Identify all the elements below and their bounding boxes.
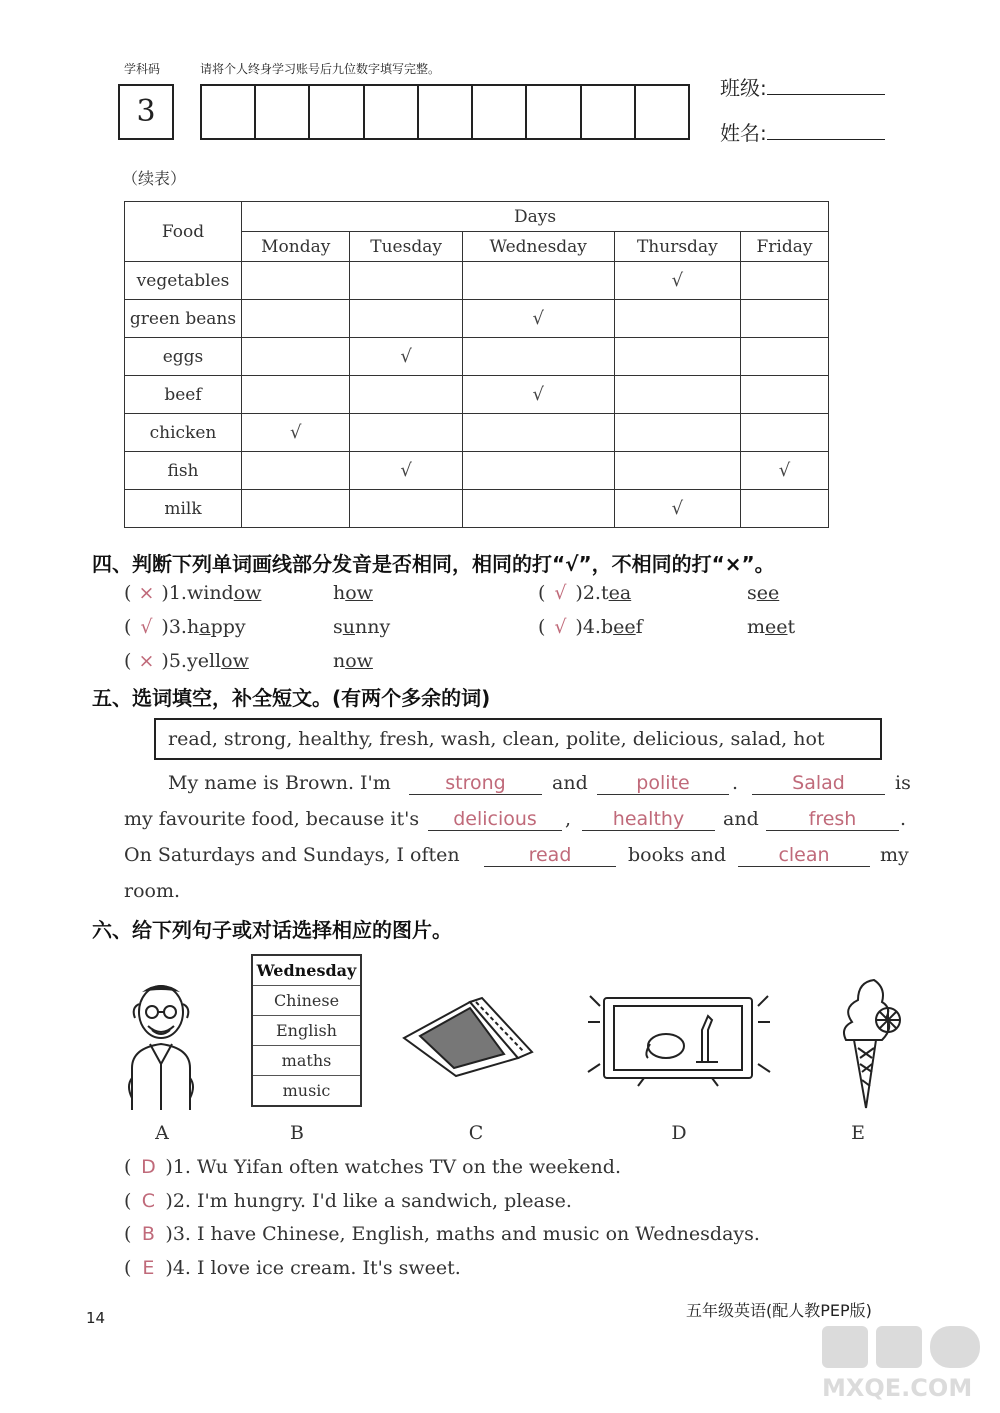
match-answer[interactable]: E: [142, 1256, 155, 1279]
picture-match-item: [124, 1190, 572, 1212]
food-row: [125, 338, 829, 376]
food-day-cell[interactable]: [462, 452, 614, 490]
day-header: Tuesday: [350, 232, 462, 262]
name-field[interactable]: [720, 117, 885, 146]
food-day-cell[interactable]: [462, 300, 614, 338]
check-mark-icon: √: [671, 498, 684, 519]
food-day-cell[interactable]: [614, 490, 740, 528]
passage-text: and: [723, 808, 759, 830]
food-name: green beans: [125, 300, 242, 338]
paren: ): [165, 1189, 173, 1212]
picture-match-item: [124, 1156, 621, 1178]
passage-text: my: [880, 844, 909, 866]
passage-text: is: [895, 772, 911, 794]
item-number: 2.: [582, 582, 601, 604]
underlined-part: ee: [765, 616, 788, 638]
passage-text: and: [552, 772, 588, 794]
paren: (: [124, 650, 132, 672]
check-mark-icon: √: [532, 308, 544, 329]
food-name: beef: [125, 376, 242, 414]
answer-blank[interactable]: healthy: [582, 808, 715, 831]
timetable-day: Wednesday: [256, 961, 357, 980]
word-part: f: [635, 616, 643, 638]
answer-blank[interactable]: clean: [738, 844, 870, 867]
underlined-part: ea: [608, 582, 632, 604]
section5-title: 五、选词填空，补全短文。(有两个多余的词): [92, 686, 491, 710]
word-part: t: [600, 582, 609, 604]
answer-blank[interactable]: Salad: [752, 772, 885, 795]
food-name: milk: [125, 490, 242, 528]
passage-text: room.: [124, 880, 181, 902]
section6-title: 六、给下列句子或对话选择相应的图片。: [92, 918, 452, 942]
food-day-cell[interactable]: [242, 338, 350, 376]
underlined-part: ee: [756, 582, 780, 604]
timetable-subject: music: [253, 1075, 360, 1105]
food-day-cell[interactable]: [350, 300, 462, 338]
picture-match-item: [124, 1223, 760, 1245]
word-part: b: [600, 616, 614, 638]
timetable-picture: [251, 954, 362, 1107]
day-header: Thursday: [614, 232, 740, 262]
picture-label-b: B: [290, 1122, 304, 1144]
item-number: 5.: [168, 650, 187, 672]
food-day-cell[interactable]: [614, 338, 740, 376]
old-man-picture: [122, 982, 200, 1110]
day-header: Friday: [740, 232, 828, 262]
food-day-cell[interactable]: [242, 452, 350, 490]
food-row: [125, 490, 829, 528]
name-blank[interactable]: [767, 121, 885, 140]
food-name: vegetables: [125, 262, 242, 300]
word-part: ppy: [210, 616, 246, 638]
day-header: Monday: [242, 232, 350, 262]
word-part: m: [746, 616, 766, 638]
judgement-answer[interactable]: √: [554, 616, 567, 638]
judgement-answer[interactable]: ×: [138, 582, 155, 604]
match-answer[interactable]: C: [141, 1189, 156, 1212]
passage-text: .: [900, 808, 907, 830]
food-day-cell[interactable]: [242, 262, 350, 300]
pronunciation-item: [538, 616, 795, 638]
match-sentence: 1. Wu Yifan often watches TV on the weekend.: [172, 1156, 621, 1178]
word-part: t: [787, 616, 796, 638]
food-day-cell[interactable]: [740, 376, 828, 414]
subject-code-box: [118, 84, 174, 140]
paren: ): [575, 582, 583, 604]
food-day-cell[interactable]: [614, 300, 740, 338]
paren: ): [165, 1223, 173, 1245]
class-blank[interactable]: [767, 76, 885, 95]
page-number: 14: [86, 1309, 106, 1327]
passage-line-1: [168, 772, 391, 794]
food-day-cell[interactable]: [740, 300, 828, 338]
food-day-cell[interactable]: [614, 262, 740, 300]
paren: ): [575, 616, 583, 638]
food-day-cell[interactable]: [740, 414, 828, 452]
answer-blank[interactable]: read: [484, 844, 616, 867]
match-answer[interactable]: D: [141, 1156, 156, 1178]
match-answer[interactable]: B: [141, 1223, 155, 1245]
word-2: [333, 616, 390, 638]
food-day-cell[interactable]: [242, 376, 350, 414]
paren: ): [165, 1256, 173, 1279]
word-part: h: [186, 616, 200, 638]
digit-box[interactable]: [636, 86, 688, 138]
picture-match-item: [124, 1257, 461, 1279]
word-1: [187, 650, 333, 672]
paren: ): [161, 650, 169, 672]
account-digit-boxes[interactable]: [200, 84, 690, 140]
food-day-cell[interactable]: [350, 376, 462, 414]
answer-blank[interactable]: polite: [597, 772, 729, 795]
section4-title: 四、判断下列单词画线部分发音是否相同，相同的打“√”，不相同的打“×”。: [92, 552, 775, 576]
food-day-cell[interactable]: [614, 376, 740, 414]
digit-box[interactable]: [473, 86, 527, 138]
food-row: [125, 452, 829, 490]
food-row: [125, 414, 829, 452]
word-part: wind: [186, 582, 234, 604]
pronunciation-item: [124, 616, 390, 638]
food-name: eggs: [125, 338, 242, 376]
word-part: yell: [186, 650, 222, 672]
digit-box[interactable]: [527, 86, 581, 138]
answer-blank[interactable]: delicious: [428, 808, 562, 831]
paren: (: [124, 616, 132, 638]
passage-text: ,: [565, 808, 572, 830]
item-number: 4.: [582, 616, 601, 638]
class-label: 班级:: [720, 76, 767, 100]
digit-box[interactable]: [582, 86, 636, 138]
word-bank: read, strong, healthy, fresh, wash, clean, polite, delicious, salad, hot: [154, 718, 882, 760]
class-field[interactable]: [720, 72, 885, 101]
passage-text: my favourite food, because it's: [124, 808, 420, 830]
food-day-cell[interactable]: [462, 376, 614, 414]
check-mark-icon: √: [289, 422, 302, 443]
continued-label: （续表）: [122, 169, 187, 188]
check-mark-icon: √: [532, 384, 544, 405]
paren: ): [165, 1156, 173, 1178]
picture-label-e: E: [851, 1122, 865, 1144]
digit-box[interactable]: [202, 86, 256, 138]
svg-text:MXQE.COM: MXQE.COM: [822, 1374, 973, 1402]
item-number: 3.: [168, 616, 187, 638]
paren: (: [124, 1256, 132, 1279]
picture-label-c: C: [468, 1122, 484, 1144]
underlined-part: ow: [233, 582, 262, 604]
timetable-subject: maths: [253, 1045, 360, 1075]
answer-blank[interactable]: strong: [409, 772, 542, 795]
match-sentence: 4. I love ice cream. It's sweet.: [172, 1256, 461, 1279]
watermark-icon: [820, 1322, 992, 1402]
paren: ): [161, 616, 169, 638]
digit-box[interactable]: [365, 86, 419, 138]
word-2: [333, 650, 373, 672]
digit-box[interactable]: [310, 86, 364, 138]
judgement-answer[interactable]: √: [554, 582, 567, 604]
food-day-cell[interactable]: [350, 452, 462, 490]
check-mark-icon: √: [671, 270, 684, 291]
word-part: nny: [355, 616, 391, 638]
paren: (: [124, 582, 132, 604]
word-part: s: [746, 582, 757, 604]
food-name: chicken: [125, 414, 242, 452]
word-1: [187, 616, 333, 638]
watermark-logo: [820, 1322, 992, 1402]
subject-code-label: 学科码: [124, 62, 161, 76]
ice-cream-picture: [836, 978, 906, 1112]
food-day-cell[interactable]: [614, 414, 740, 452]
food-row: [125, 376, 829, 414]
food-day-cell[interactable]: [462, 338, 614, 376]
word-2: [747, 616, 795, 638]
word-part: n: [332, 650, 346, 672]
subject-code-value: 3: [136, 94, 156, 129]
food-day-cell[interactable]: [462, 490, 614, 528]
picture-label-d: D: [671, 1122, 687, 1144]
food-day-cell[interactable]: [242, 490, 350, 528]
word-2: [747, 582, 779, 604]
judgement-answer[interactable]: ×: [138, 650, 155, 672]
food-day-cell[interactable]: [242, 300, 350, 338]
underlined-part: ee: [613, 616, 636, 638]
pronunciation-item: [538, 582, 779, 604]
digit-box[interactable]: [419, 86, 473, 138]
food-day-cell[interactable]: [462, 414, 614, 452]
digit-box[interactable]: [256, 86, 310, 138]
match-sentence: 3. I have Chinese, English, maths and music on Wednesdays.: [172, 1223, 760, 1245]
passage-text: books and: [628, 844, 727, 866]
word-1: [601, 582, 747, 604]
days-header: Days: [242, 202, 829, 232]
food-day-cell[interactable]: [740, 338, 828, 376]
food-day-cell[interactable]: [242, 414, 350, 452]
food-day-cell[interactable]: [350, 490, 462, 528]
word-2: [333, 582, 373, 604]
underlined-part: a: [199, 616, 211, 638]
underlined-part: ow: [345, 582, 373, 604]
food-row: [125, 300, 829, 338]
judgement-answer[interactable]: √: [140, 616, 153, 638]
food-header: Food: [125, 202, 242, 262]
book-title: 五年级英语(配人教PEP版): [686, 1301, 872, 1320]
food-day-cell[interactable]: [350, 338, 462, 376]
picture-label-a: A: [155, 1122, 169, 1144]
food-day-cell[interactable]: [740, 490, 828, 528]
food-name: fish: [125, 452, 242, 490]
food-day-cell[interactable]: [740, 452, 828, 490]
name-label: 姓名:: [720, 121, 767, 145]
timetable-subject: English: [253, 1015, 360, 1045]
day-header: Wednesday: [462, 232, 614, 262]
check-mark-icon: √: [400, 460, 412, 481]
sandwich-picture: [400, 994, 536, 1080]
underlined-part: ow: [221, 650, 249, 672]
paren: (: [124, 1189, 132, 1212]
item-number: 1.: [168, 582, 187, 604]
food-day-cell[interactable]: [614, 452, 740, 490]
pronunciation-item: [124, 650, 373, 672]
word-part: s: [332, 616, 343, 638]
match-sentence: 2. I'm hungry. I'd like a sandwich, please.: [172, 1189, 572, 1212]
check-mark-icon: √: [400, 346, 412, 367]
food-day-cell[interactable]: [350, 414, 462, 452]
passage-text: On Saturdays and Sundays, I often: [124, 844, 460, 866]
food-row: [125, 262, 829, 300]
passage-text: .: [732, 772, 739, 794]
tv-picture: [584, 992, 774, 1088]
food-day-cell[interactable]: [350, 262, 462, 300]
paren: (: [538, 582, 546, 604]
underlined-part: u: [342, 616, 355, 638]
account-instruction: 请将个人终身学习账号后九位数字填写完整。: [200, 62, 441, 76]
check-mark-icon: √: [778, 460, 791, 481]
paren: (: [124, 1223, 132, 1245]
word-part: h: [332, 582, 346, 604]
food-day-cell[interactable]: [462, 262, 614, 300]
food-table: [124, 201, 829, 528]
paren: (: [124, 1156, 132, 1178]
paren: ): [161, 582, 169, 604]
underlined-part: ow: [345, 650, 373, 672]
passage-text: My name is Brown. I'm: [168, 772, 391, 794]
word-1: [601, 616, 747, 638]
answer-blank[interactable]: fresh: [766, 808, 899, 831]
pronunciation-item: [124, 582, 373, 604]
food-day-cell[interactable]: [740, 262, 828, 300]
paren: (: [538, 616, 546, 638]
timetable-subject: Chinese: [253, 985, 360, 1015]
word-1: [187, 582, 333, 604]
